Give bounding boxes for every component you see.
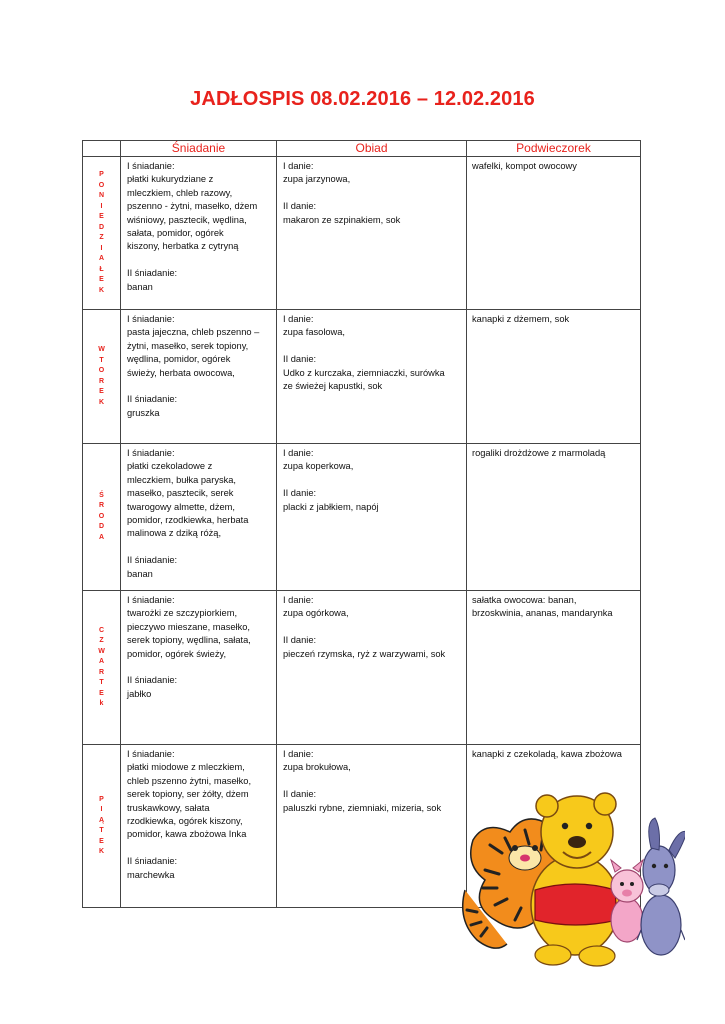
breakfast-cell: I śniadanie: płatki miodowe z mleczkiem, chleb pszenno żytni, masełko, serek topiony, ser żółty, dżem truskawkowy, sałata rzodkiewka, ogórek kiszony, pomidor, kawa zbożowa Inka II śniadanie: marchewka [121, 745, 277, 908]
day-letter: O [98, 512, 105, 520]
day-letter: E [99, 388, 104, 395]
header-empty [83, 141, 121, 157]
day-letter: Ą [98, 816, 105, 824]
day-letter: E [99, 837, 104, 845]
header-row [83, 141, 641, 157]
snack-cell: kanapki z dżemem, sok [467, 310, 641, 444]
day-letter: Ś [99, 491, 104, 499]
day-letter: T [99, 356, 104, 364]
table-row [83, 157, 641, 310]
day-letter: T [99, 679, 104, 686]
breakfast-cell: I śniadanie: pasta jajeczna, chleb pszenno – żytni, masełko, serek topiony, wędlina, pomidor, ogórek świeży, herbata owocowa, II śniadanie: gruszka [121, 310, 277, 444]
day-label-wednesday [83, 444, 121, 591]
header-snack: Podwieczorek [467, 141, 641, 157]
day-letter: R [98, 668, 105, 676]
day-letter: Ł [99, 265, 104, 273]
day-letter: E [99, 213, 104, 220]
day-letter: P [99, 171, 104, 178]
day-letter: T [99, 827, 104, 834]
day-letter: E [99, 689, 104, 697]
day-letter: K [98, 398, 105, 406]
day-letter: R [98, 377, 105, 385]
day-letter: W [98, 346, 105, 353]
day-letter: P [99, 795, 104, 803]
day-letter: I [100, 244, 103, 252]
day-label-thursday [83, 591, 121, 745]
snack-cell: wafelki, kompot owocowy [467, 157, 641, 310]
day-letter: I [100, 806, 103, 813]
lunch-cell: I danie: zupa brokułowa, II danie: paluszki rybne, ziemniaki, mizeria, sok [277, 745, 467, 908]
day-letter: A [98, 533, 105, 541]
day-letter: R [98, 502, 105, 510]
table-row [83, 444, 641, 591]
lunch-cell: I danie: zupa ogórkowa, II danie: pieczeń rzymska, ryż z warzywami, sok [277, 591, 467, 745]
snack-cell: rogaliki drożdżowe z marmoladą [467, 444, 641, 591]
table-row [83, 310, 641, 444]
breakfast-cell: I śniadanie: płatki kukurydziane z mleczkiem, chleb razowy, pszenno - żytni, masełko, dżem wiśniowy, pasztecik, wędlina, sałata, pomidor, ogórek kiszony, herbatka z cytryną II śniadanie: banan [121, 157, 277, 310]
day-letter: K [98, 286, 105, 294]
bear-figure [531, 793, 619, 966]
day-letter: Z [99, 234, 104, 241]
page-title: JADŁOSPIS 08.02.2016 – 12.02.2016 [190, 88, 535, 110]
day-letter: W [98, 647, 105, 655]
day-label-friday [83, 745, 121, 908]
table-row [83, 591, 641, 745]
day-letter: E [99, 276, 104, 283]
header-breakfast: Śniadanie [121, 141, 277, 157]
day-letter: C [98, 626, 105, 634]
donkey-figure [637, 818, 685, 955]
day-letter: I [100, 202, 103, 210]
day-letter: O [98, 367, 105, 374]
day-letter: O [98, 181, 105, 189]
snack-cell: kanapki z czekoladą, kawa zbożowa [467, 745, 641, 908]
day-letter: A [98, 658, 105, 665]
day-label-tuesday [83, 310, 121, 444]
day-letter: Z [99, 637, 104, 644]
lunch-cell: I danie: zupa fasolowa, II danie: Udko z kurczaka, ziemniaczki, surówka ze świeżej kapustki, sok [277, 310, 467, 444]
day-letter: D [98, 223, 105, 231]
day-letter: K [98, 848, 105, 855]
day-letter: k [99, 700, 104, 707]
breakfast-cell: I śniadanie: twarożki ze szczypiorkiem, pieczywo mieszane, masełko, serek topiony, wędlina, sałata, pomidor, ogórek świeży, II śniadanie: jabłko [121, 591, 277, 745]
day-letter: A [98, 255, 105, 262]
lunch-cell: I danie: zupa jarzynowa, II danie: makaron ze szpinakiem, sok [277, 157, 467, 310]
lunch-cell: I danie: zupa koperkowa, II danie: placki z jabłkiem, napój [277, 444, 467, 591]
day-label-monday [83, 157, 121, 310]
cartoon-characters-illustration [455, 770, 685, 970]
header-lunch: Obiad [277, 141, 467, 157]
breakfast-cell: I śniadanie: płatki czekoladowe z mleczkiem, bułka paryska, masełko, pasztecik, serek twarogowy almette, dżem, pomidor, rzodkiewka, herbata malinowa z dziką różą, II śniadanie: banan [121, 444, 277, 591]
day-letter: N [98, 192, 105, 199]
day-letter: D [98, 523, 105, 531]
snack-cell: sałatka owocowa: banan, brzoskwinia, ananas, mandarynka [467, 591, 641, 745]
